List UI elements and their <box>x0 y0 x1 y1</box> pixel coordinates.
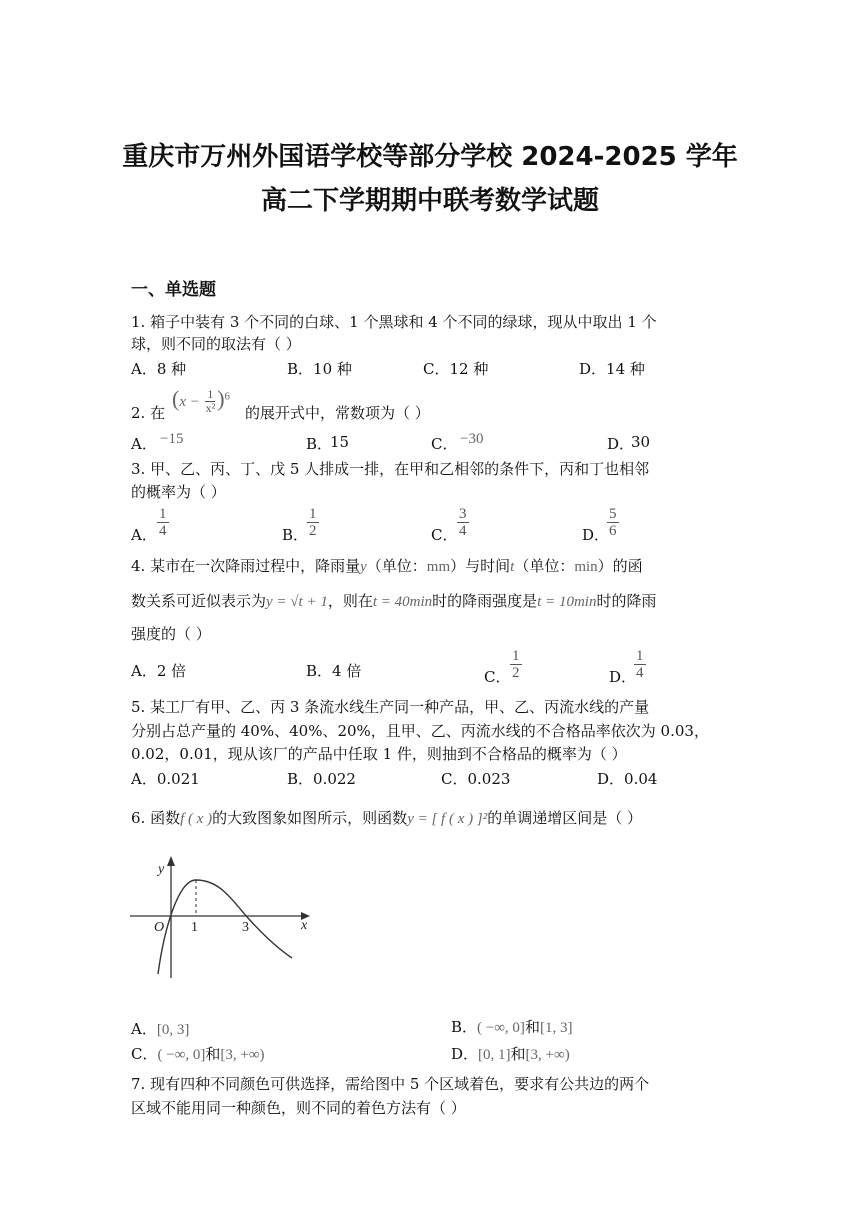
q1-stem-line1: 1. 箱子中装有 3 个不同的白球、1 个黑球和 4 个不同的绿球，现从中取出 1 个 <box>131 313 657 331</box>
tick-label-1: 1 <box>191 920 198 935</box>
q3-stem-line2: 的概率为（ ） <box>131 483 226 501</box>
q1-option-a: A．8 种 <box>131 360 187 378</box>
q5-stem-line2: 分别占总产量的 40%、40%、20%，且甲、乙、丙流水线的不合格品率依次为 0.03， <box>131 722 709 740</box>
q1-option-b: B．10 种 <box>287 360 352 378</box>
function-curve <box>158 880 292 974</box>
q6-option-b: B．( −∞, 0]和[1, 3] <box>451 1018 573 1036</box>
q2-prefix: 2. 在 <box>131 404 166 422</box>
q4-option-c-label: C． <box>484 668 511 686</box>
q4-stem-line2: 数关系可近似表示为y = √t + 1，则在t = 40min时的降雨强度是t = 10min时的降雨 <box>131 592 657 610</box>
origin-label: O <box>154 920 165 935</box>
q2-suffix: 的展开式中，常数项为（ ） <box>245 404 430 422</box>
q2-option-d-value: 30 <box>631 433 651 451</box>
q2-option-a-label: A． <box>131 435 157 453</box>
q3-option-b-value: $\frac{1}{2}$ <box>309 506 317 539</box>
q2-option-d-label: D． <box>607 435 635 453</box>
section-heading: 一、单选题 <box>131 280 216 300</box>
q3-option-d-label: D． <box>582 526 610 544</box>
q2-binomial-expression: (x − $\frac{1}{\text{x²}}$ )$^6$ <box>172 386 231 415</box>
q1-option-c: C．12 种 <box>423 360 489 378</box>
q2-option-a-value: −15 <box>160 431 184 447</box>
q6-stem: 6. 函数f ( x )的大致图象如图所示，则函数y = [ f ( x ) ]²的单调递增区间是（ ） <box>131 809 642 827</box>
q6-option-d: D．[0, 1]和[3, +∞) <box>451 1045 570 1063</box>
q1-option-d: D．14 种 <box>579 360 645 378</box>
q2-option-b-value: 15 <box>330 433 350 451</box>
q5-option-d: D．0.04 <box>597 770 658 788</box>
y-axis-arrow-icon <box>167 856 175 866</box>
page-title-line1: 重庆市万州外国语学校等部分学校 2024-2025 学年 <box>122 142 738 172</box>
q7-stem-line1: 7. 现有四种不同颜色可供选择，需给图中 5 个区域着色，要求有公共边的两个 <box>131 1075 650 1093</box>
x-axis-label: x <box>301 918 308 933</box>
tick-label-3: 3 <box>242 920 249 935</box>
page-title-line2: 高二下学期期中联考数学试题 <box>260 186 599 216</box>
q5-stem-line3: 0.02，0.01，现从该厂的产品中任取 1 件，则抽到不合格品的概率为（ ） <box>131 745 627 763</box>
q3-option-a-label: A． <box>131 526 157 544</box>
q5-option-c: C．0.023 <box>441 770 511 788</box>
q4-option-c-value: $\frac{1}{2}$ <box>512 648 520 681</box>
q2-option-c-label: C． <box>431 435 458 453</box>
q7-stem-line2: 区域不能用同一种颜色，则不同的着色方法有（ ） <box>131 1099 466 1117</box>
q3-option-b-label: B． <box>282 526 309 544</box>
q4-option-a: A．2 倍 <box>131 662 187 680</box>
q2-option-c-value: −30 <box>460 431 484 447</box>
q4-stem-line3: 强度的（ ） <box>131 625 211 643</box>
q6-option-a: A．[0, 3] <box>131 1020 190 1038</box>
q5-option-a: A．0.021 <box>131 770 200 788</box>
q3-option-c-label: C． <box>431 526 458 544</box>
q3-option-d-value: $\frac{5}{6}$ <box>609 506 617 539</box>
q6-option-c: C．( −∞, 0]和[3, +∞) <box>131 1045 265 1063</box>
q4-stem-line1: 4. 某市在一次降雨过程中，降雨量y（单位：mm）与时间t（单位：min）的函 <box>131 557 643 575</box>
q3-option-c-value: $\frac{3}{4}$ <box>459 506 467 539</box>
q4-option-d-label: D． <box>609 668 637 686</box>
q5-stem-line1: 5. 某工厂有甲、乙、丙 3 条流水线生产同一种产品，甲、乙、丙流水线的产量 <box>131 698 650 716</box>
q3-option-a-value: $\frac{1}{4}$ <box>159 506 167 539</box>
y-axis-label: y <box>158 862 165 877</box>
q5-option-b: B．0.022 <box>287 770 356 788</box>
q3-stem-line1: 3. 甲、乙、丙、丁、戊 5 人排成一排，在甲和乙相邻的条件下，丙和丁也相邻 <box>131 460 650 478</box>
q4-option-b: B．4 倍 <box>306 662 362 680</box>
q1-stem-line2: 球，则不同的取法有（ ） <box>131 335 301 353</box>
function-graph-figure <box>120 850 320 985</box>
q2-option-b-label: B． <box>306 435 333 453</box>
q4-option-d-value: $\frac{1}{4}$ <box>636 648 644 681</box>
